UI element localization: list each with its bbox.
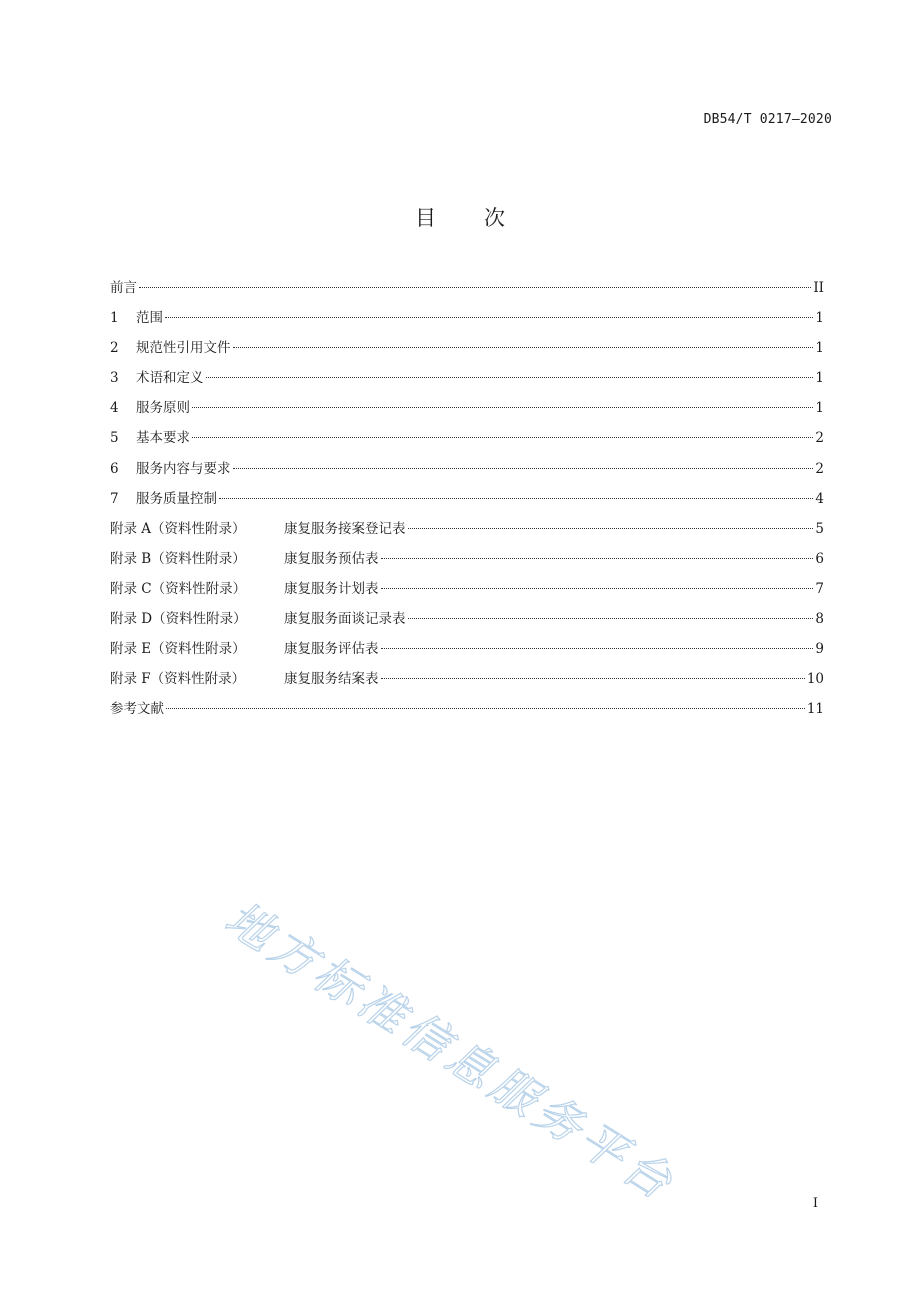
toc-entry-page: 6: [815, 550, 824, 567]
toc-dot-leader: [381, 648, 814, 649]
page-number: I: [812, 1196, 818, 1211]
document-code: DB54/T 0217—2020: [703, 112, 832, 127]
toc-entry[interactable]: [110, 519, 824, 549]
toc-entry-title: 康复服务预估表: [284, 550, 379, 567]
toc-entry[interactable]: [110, 549, 824, 579]
toc-entry[interactable]: [110, 579, 824, 609]
toc-entry-page: 9: [815, 641, 824, 658]
toc-entry[interactable]: [110, 609, 824, 639]
toc-entry-page: 5: [815, 520, 824, 537]
toc-entry-page: 1: [815, 400, 824, 417]
toc-entry-number: 6: [110, 460, 119, 477]
toc-entry-page: 1: [815, 310, 824, 327]
toc-entry[interactable]: [110, 669, 824, 699]
toc-entry-page: II: [813, 280, 824, 296]
toc-entry[interactable]: [110, 639, 824, 669]
toc-entry-page: 8: [815, 611, 824, 628]
toc-entry[interactable]: [110, 699, 824, 729]
toc-entry-page: 7: [815, 580, 824, 597]
toc-entry-title: 康复服务结案表: [284, 671, 379, 688]
toc-entry-number: 1: [110, 310, 119, 327]
toc-entry-appendix-label: 附录 E（资料性附录）: [110, 641, 246, 658]
toc-entry-number: 2: [110, 340, 119, 357]
toc-entry-appendix-label: 附录 A（资料性附录）: [110, 520, 246, 537]
toc-entry-number: 4: [110, 400, 119, 417]
toc-entry-title: 服务质量控制: [136, 490, 217, 507]
toc-entry-page: 2: [815, 460, 824, 477]
toc-entry-page: 1: [815, 340, 824, 357]
toc-entry[interactable]: [110, 308, 824, 338]
toc-dot-leader: [165, 317, 813, 318]
toc-entry[interactable]: [110, 278, 824, 308]
toc-entry-page: 2: [815, 430, 824, 447]
toc-entry-page: 1: [815, 370, 824, 387]
toc-entry-page: 4: [815, 490, 824, 507]
toc-dot-leader: [206, 377, 814, 378]
toc-entry[interactable]: [110, 338, 824, 368]
toc-entry-number: 7: [110, 490, 119, 507]
toc-entry-title: 康复服务接案登记表: [284, 520, 406, 537]
toc-entry-title: 基本要求: [136, 430, 190, 447]
watermark: 地方标准信息服务平台: [216, 890, 686, 1212]
toc-dot-leader: [381, 588, 814, 589]
toc-dot-leader: [233, 347, 814, 348]
table-of-contents: [110, 278, 824, 729]
toc-dot-leader: [166, 708, 805, 709]
toc-dot-leader: [408, 618, 814, 619]
toc-entry-appendix-label: 附录 F（资料性附录）: [110, 671, 246, 688]
toc-entry-appendix-label: 附录 D（资料性附录）: [110, 611, 247, 628]
toc-entry[interactable]: [110, 428, 824, 458]
page-title: 目次: [415, 206, 553, 230]
toc-dot-leader: [408, 528, 814, 529]
toc-entry[interactable]: [110, 398, 824, 428]
toc-entry-title: 康复服务计划表: [284, 580, 379, 597]
toc-entry-page: 11: [806, 701, 824, 718]
toc-dot-leader: [381, 678, 805, 679]
toc-entry-title: 规范性引用文件: [136, 340, 231, 357]
toc-entry-number: 3: [110, 370, 119, 387]
toc-entry-title: 服务内容与要求: [136, 460, 231, 477]
toc-dot-leader: [381, 558, 814, 559]
toc-entry-number: 5: [110, 430, 119, 447]
toc-entry[interactable]: [110, 489, 824, 519]
toc-entry[interactable]: [110, 459, 824, 489]
toc-dot-leader: [192, 437, 813, 438]
toc-entry-title: 康复服务面谈记录表: [284, 611, 406, 628]
toc-entry-page: 10: [806, 671, 824, 688]
toc-entry-title: 服务原则: [136, 400, 190, 417]
toc-entry[interactable]: [110, 368, 824, 398]
toc-entry-title: 参考文献: [110, 701, 164, 718]
toc-entry-title: 术语和定义: [136, 370, 204, 387]
toc-entry-title: 康复服务评估表: [284, 641, 379, 658]
toc-dot-leader: [219, 498, 813, 499]
toc-dot-leader: [233, 468, 814, 469]
toc-dot-leader: [192, 407, 813, 408]
toc-dot-leader: [139, 287, 811, 288]
toc-entry-title: 前言: [110, 280, 137, 296]
toc-entry-title: 范围: [136, 310, 163, 327]
toc-entry-appendix-label: 附录 C（资料性附录）: [110, 580, 247, 597]
toc-entry-appendix-label: 附录 B（资料性附录）: [110, 550, 246, 567]
